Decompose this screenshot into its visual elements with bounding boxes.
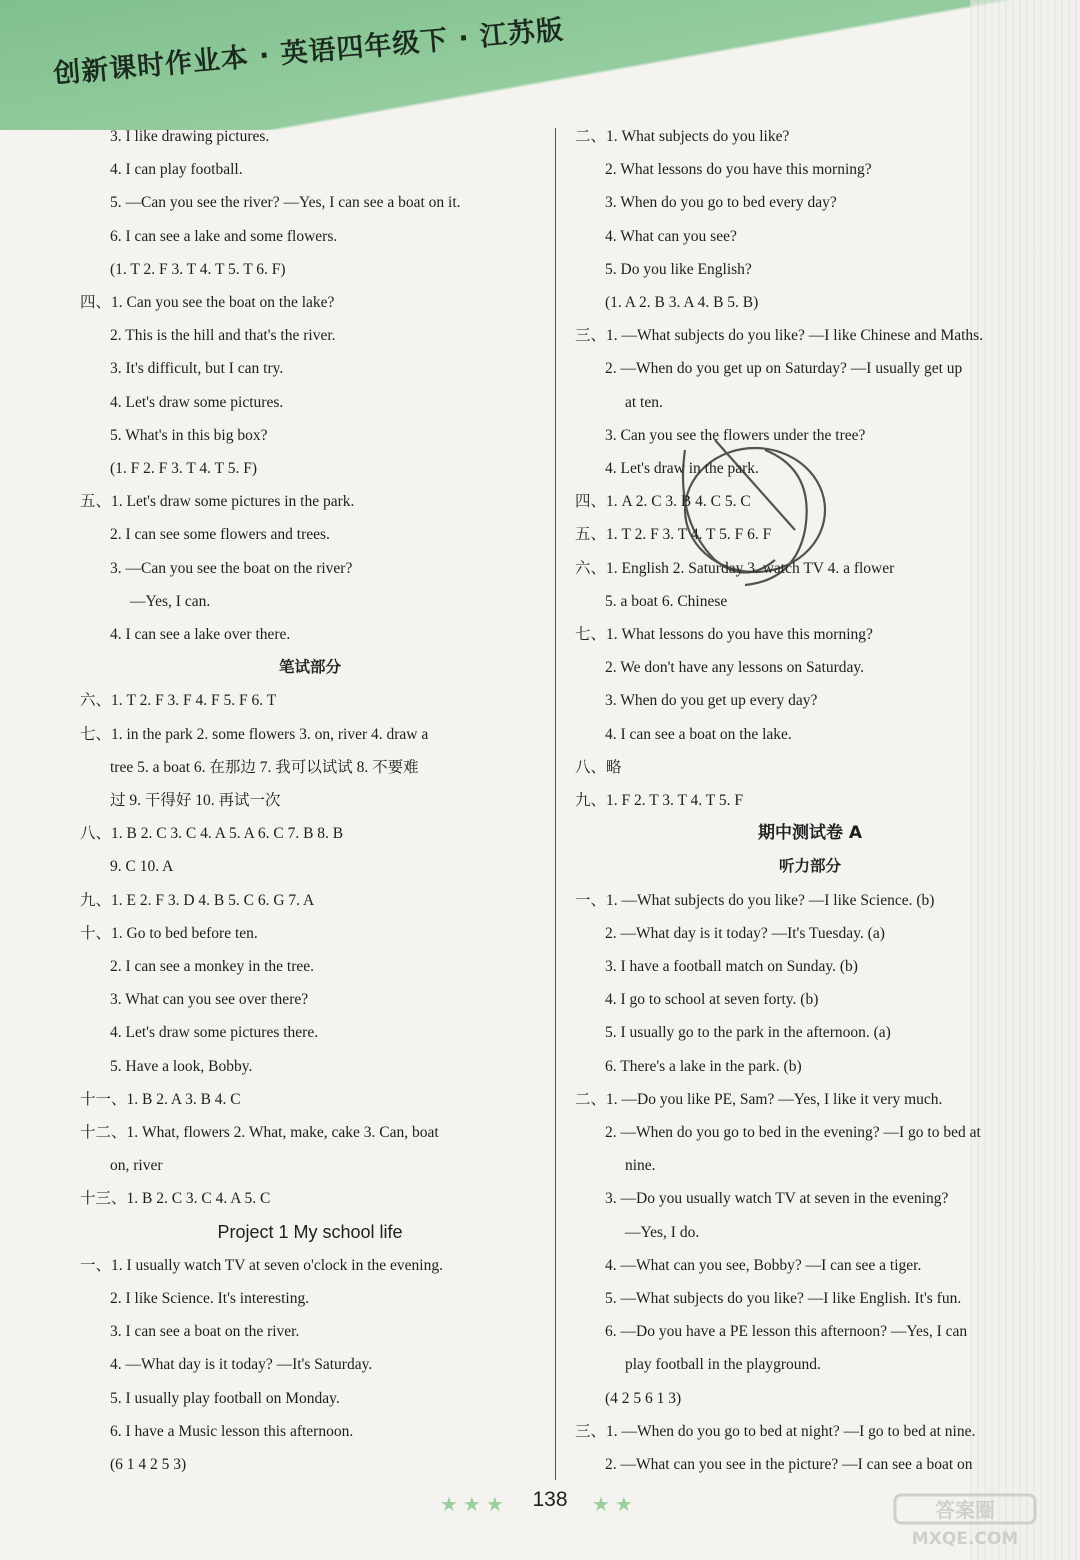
answer-line: 4. I can see a boat on the lake. (605, 725, 792, 743)
answer-line: 3. I like drawing pictures. (110, 128, 270, 145)
answer-line: on, river (110, 1157, 163, 1175)
answer-line: 6. —Do you have a PE lesson this afternoon? —Yes, I can (605, 1323, 968, 1341)
answer-line: 4. I can see a lake over there. (110, 626, 291, 643)
answer-line: 三、1. —When do you go to bed at night? —I go to bed at nine. (575, 1422, 976, 1440)
answer-line: (1. T 2. F 3. T 4. T 5. T 6. F) (110, 260, 286, 278)
answer-line: 4. —What day is it today? —It's Saturday. (110, 1356, 373, 1374)
footer-stars-left: ★ ★ ★ (440, 1494, 504, 1516)
answer-line: 九、1. E 2. F 3. D 4. B 5. C 6. G 7. A (80, 891, 315, 909)
answer-line: 2. I like Science. It's interesting. (110, 1290, 310, 1307)
answer-line: 4. I go to school at seven forty. (b) (605, 991, 819, 1009)
answer-line: 三、1. —What subjects do you like? —I like Chinese and Maths. (575, 327, 984, 345)
answer-line: 5. —What subjects do you like? —I like English. It's fun. (605, 1290, 962, 1307)
answer-line: at ten. (625, 393, 663, 411)
svg-text:MXQE.COM: MXQE.COM (911, 1529, 1019, 1549)
answer-line: 十一、1. B 2. A 3. B 4. C (80, 1090, 241, 1108)
section-heading: 期中测试卷 A (757, 823, 863, 844)
answer-line: 过 9. 干得好 10. 再试一次 (110, 792, 281, 809)
answer-line: (1. F 2. F 3. T 4. T 5. F) (110, 460, 258, 477)
answer-line: 2. This is the hill and that's the river. (110, 327, 336, 345)
answer-line: 4. I can play football. (110, 161, 243, 179)
answer-line: 4. Let's draw some pictures. (110, 393, 284, 411)
answer-line: 5. a boat 6. Chinese (605, 592, 728, 610)
section-heading: 听力部分 (778, 857, 841, 876)
answer-line: 2. —What can you see in the picture? —I can see a boat on (605, 1456, 973, 1473)
answer-line: 九、1. F 2. T 3. T 4. T 5. F (575, 792, 743, 809)
section-heading: 笔试部分 (278, 658, 341, 677)
answer-line: 八、略 (575, 758, 622, 776)
answer-line: 2. —What day is it today? —It's Tuesday. (a) (605, 924, 885, 942)
answer-line: 9. C 10. A (110, 858, 174, 876)
watermark-logo-icon (890, 1490, 1040, 1550)
answer-line: 十三、1. B 2. C 3. C 4. A 5. C (80, 1190, 271, 1208)
answer-line: 3. —Do you usually watch TV at seven in the evening? (605, 1190, 949, 1208)
answer-line: (1. A 2. B 3. A 4. B 5. B) (605, 294, 759, 311)
project-heading: Project 1 My school life (217, 1221, 403, 1242)
answer-line: 3. When do you get up every day? (605, 692, 818, 710)
answer-line: 六、1. English 2. Saturday 3. watch TV 4. a flower (575, 559, 895, 577)
answer-line: 四、1. Can you see the boat on the lake? (80, 294, 335, 311)
answer-line: 二、1. What subjects do you like? (575, 128, 790, 145)
answer-line: 四、1. A 2. C 3. B 4. C 5. C (575, 493, 751, 511)
answer-line: 十、1. Go to bed before ten. (80, 924, 258, 942)
answer-line: tree 5. a boat 6. 在那边 7. 我可以试试 8. 不要难 (110, 758, 419, 776)
answer-line: 二、1. —Do you like PE, Sam? —Yes, I like it very much. (575, 1090, 943, 1108)
answer-line: (6 1 4 2 5 3) (110, 1456, 187, 1473)
answer-line: 3. I can see a boat on the river. (110, 1323, 300, 1341)
header-title: 创新课时作业本 · 英语四年级下 · 江苏版 (52, 14, 566, 91)
answer-line: 4. What can you see? (605, 227, 737, 245)
page-edge-shadow (970, 0, 1080, 1560)
answer-line: 2. We don't have any lessons on Saturday. (605, 659, 864, 677)
answer-line: 4. Let's draw some pictures there. (110, 1024, 319, 1042)
answer-line: (4 2 5 6 1 3) (605, 1389, 682, 1407)
answer-line: 3. What can you see over there? (110, 991, 309, 1009)
answer-line: —Yes, I do. (625, 1223, 700, 1241)
answer-line: 3. —Can you see the boat on the river? (110, 559, 353, 577)
answer-line: 2. I can see a monkey in the tree. (110, 958, 314, 975)
answer-line: 6. I can see a lake and some flowers. (110, 227, 338, 245)
answer-line: —Yes, I can. (130, 592, 211, 610)
answer-line: 5. I usually play football on Monday. (110, 1389, 340, 1407)
page-number: 138 (532, 1488, 568, 1511)
answer-line: 2. I can see some flowers and trees. (110, 526, 330, 544)
svg-text:答案圈: 答案圈 (935, 1498, 995, 1522)
answer-line: 4. —What can you see, Bobby? —I can see a tiger. (605, 1256, 922, 1274)
answer-line: 2. —When do you get up on Saturday? —I usually get up (605, 360, 963, 378)
answer-line: 5. —Can you see the river? —Yes, I can see a boat on it. (110, 194, 461, 212)
answer-line: 5. What's in this big box? (110, 426, 268, 444)
answer-line: nine. (625, 1157, 656, 1175)
answer-line: 七、1. in the park 2. some flowers 3. on, river 4. draw a (80, 725, 429, 743)
answer-line: play football in the playground. (625, 1356, 821, 1374)
answer-line: 十二、1. What, flowers 2. What, make, cake 3. Can, boat (80, 1124, 439, 1141)
answer-line: 6. There's a lake in the park. (b) (605, 1057, 802, 1075)
answer-line: 4. Let's draw in the park. (605, 460, 759, 477)
answer-line: 3. I have a football match on Sunday. (b) (605, 958, 858, 975)
answer-line: 七、1. What lessons do you have this morning? (575, 626, 873, 643)
answer-line: 5. I usually go to the park in the afternoon. (a) (605, 1024, 891, 1042)
answer-line: 八、1. B 2. C 3. C 4. A 5. A 6. C 7. B 8. B (80, 825, 344, 843)
answer-line: 五、1. T 2. F 3. T 4. T 5. F 6. F (575, 526, 772, 544)
stamp-mark-icon (655, 410, 855, 600)
answer-line: 2. What lessons do you have this morning? (605, 161, 872, 179)
answer-line: 六、1. T 2. F 3. F 4. F 5. F 6. T (80, 692, 277, 710)
answer-line: 一、1. I usually watch TV at seven o'clock in the evening. (80, 1256, 443, 1274)
column-divider (555, 128, 556, 1480)
answer-line: 2. —When do you go to bed in the evening? —I go to bed at (605, 1124, 981, 1141)
answer-line: 5. Do you like English? (605, 260, 752, 278)
answer-line: 6. I have a Music lesson this afternoon. (110, 1422, 354, 1440)
footer-stars-right: ★ ★ (592, 1494, 633, 1516)
answer-line: 3. Can you see the flowers under the tree? (605, 426, 866, 444)
answer-line: 五、1. Let's draw some pictures in the park. (80, 493, 355, 511)
answer-line: 5. Have a look, Bobby. (110, 1057, 253, 1075)
answer-line: 3. When do you go to bed every day? (605, 194, 837, 212)
answer-line: 一、1. —What subjects do you like? —I like Science. (b) (575, 891, 935, 909)
answer-line: 3. It's difficult, but I can try. (110, 360, 284, 378)
